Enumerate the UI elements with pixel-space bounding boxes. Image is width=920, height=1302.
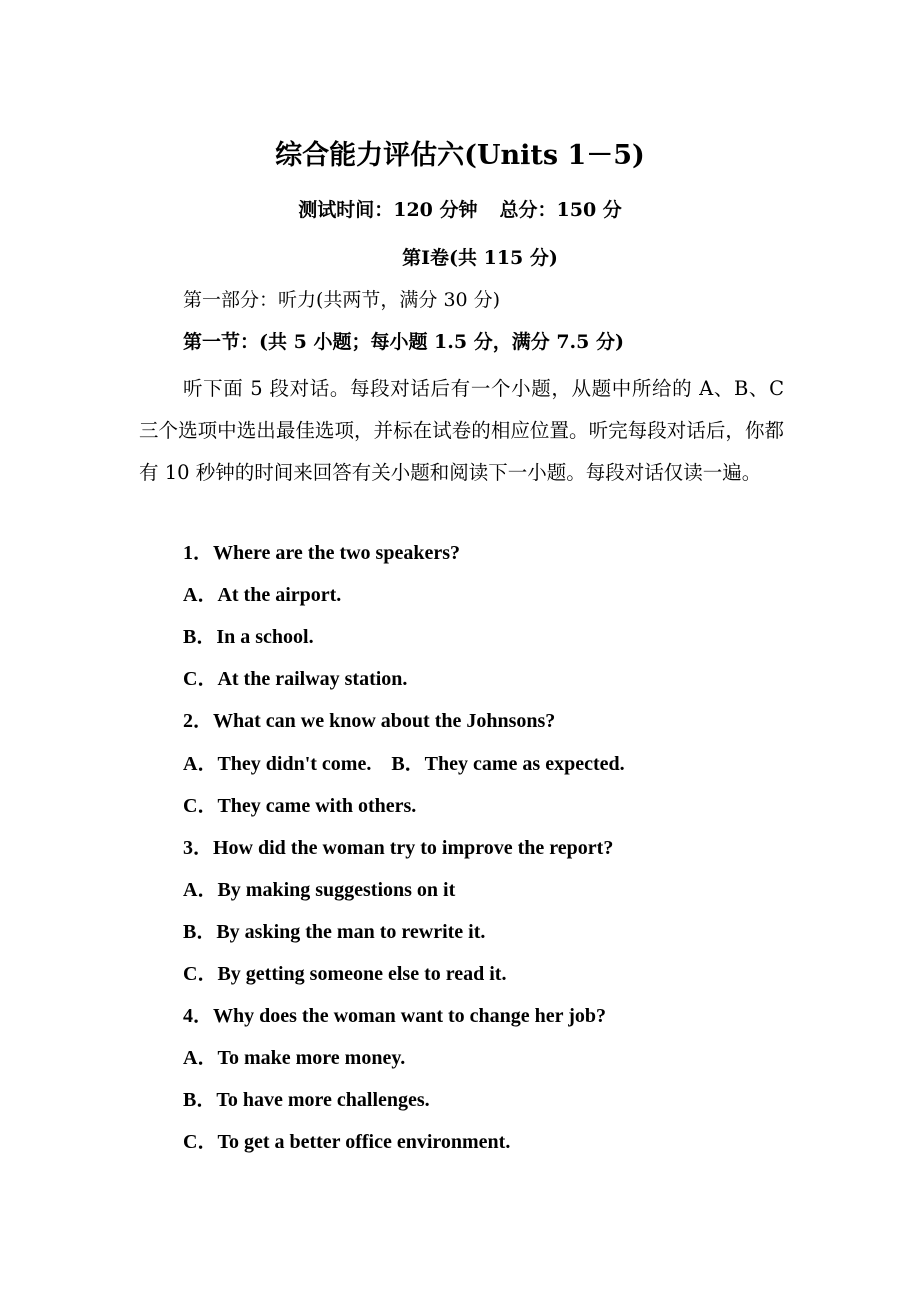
question-stem: 3．How did the woman try to improve the report? — [183, 837, 614, 859]
question-option: C．At the railway station. — [183, 668, 408, 690]
part-heading: 第一部分：听力(共两节，满分 30 分) — [183, 289, 501, 311]
question-option: C．By getting someone else to read it. — [183, 963, 507, 985]
question-option: B．By asking the man to rewrite it. — [183, 921, 486, 943]
instructions-paragraph: 听下面 5 段对话。每段对话后有一个小题，从题中所给的 A、B、C 三个选项中选出最佳选项，并标在试卷的相应位置。听完每段对话后，你都有 10 秒钟的时间来回答有关小题和阅读下一小题。每段对话仅读一遍。 — [139, 377, 784, 484]
question-option: C．To get a better office environment. — [183, 1131, 511, 1153]
question-option: A．To make more money. — [183, 1047, 406, 1069]
question-option: C．They came with others. — [183, 795, 417, 817]
section-heading: 第一节：(共 5 小题；每小题 1.5 分，满分 7.5 分) — [183, 331, 624, 353]
question-option: B．To have more challenges. — [183, 1089, 430, 1111]
question-stem: 1．Where are the two speakers? — [183, 542, 460, 564]
question-option: A．They didn't come. B．They came as expected. — [183, 753, 625, 775]
question-option: B．In a school. — [183, 626, 314, 648]
volume-heading: 第Ⅰ卷(共 115 分) — [402, 247, 558, 269]
exam-meta — [0, 194, 920, 226]
question-option: A．By making suggestions on it — [183, 879, 456, 901]
question-option: A．At the airport. — [183, 584, 342, 606]
question-stem: 2．What can we know about the Johnsons? — [183, 710, 556, 732]
test-time: 测试时间：120 分钟 — [298, 199, 478, 221]
question-stem: 4．Why does the woman want to change her job? — [183, 1005, 606, 1027]
total-score: 总分：150 分 — [499, 199, 622, 221]
exam-title: 综合能力评估六(Units 1－5) — [275, 140, 645, 171]
